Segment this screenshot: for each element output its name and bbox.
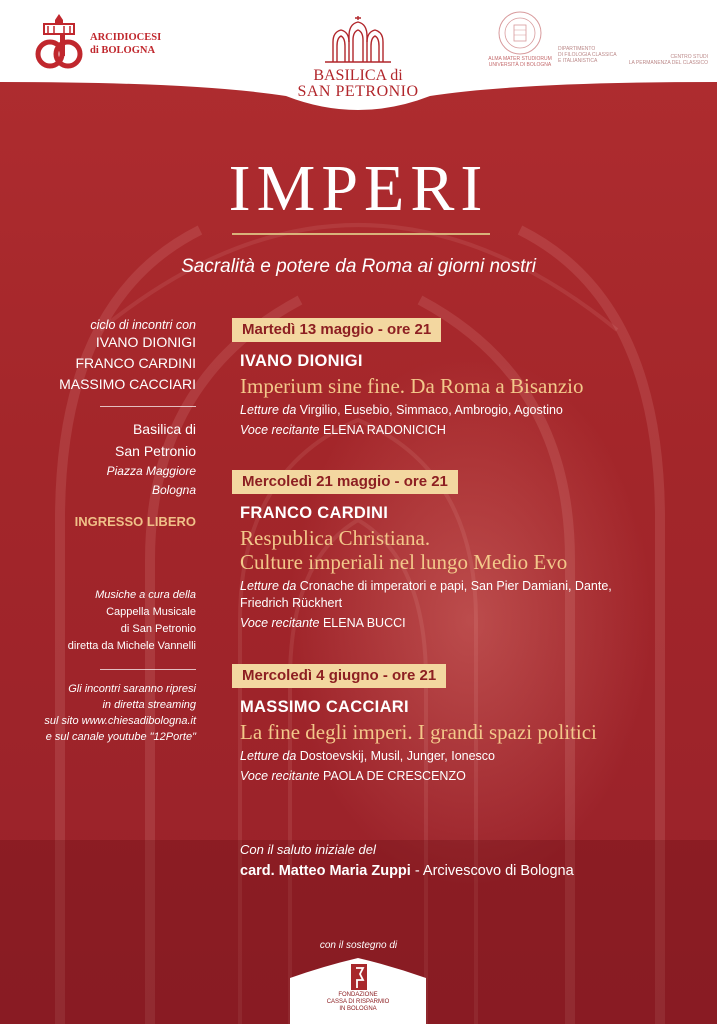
cycle-intro: ciclo di incontri con [90,318,196,332]
event-speaker: MASSIMO CACCIARI [240,698,409,716]
page-subtitle: Sacralità e potere da Roma ai giorni nostri [181,256,536,277]
readings-text: Cronache di imperatori e papi, San Pier Damiani, Dante, Friedrich Rückhert [240,579,612,610]
basilica-name-line1: BASILICA di [313,67,403,84]
stream-line-2: in diretta streaming [102,699,196,711]
voice-name: ELENA RADONICICH [322,423,446,437]
readings-label: Letture da [240,579,297,593]
department-line-3: E ITALIANISTICA [558,58,598,64]
venue-line-2: San Petronio [115,443,196,459]
page-title: IMPERI [228,152,489,225]
event-title-line-2: Culture imperiali nel lungo Medio Evo [240,550,568,574]
speaker-name: IVANO DIONIGI [95,334,196,350]
event-1 [232,318,702,437]
info-column [6,318,196,745]
department-logo [558,46,628,64]
fondazione-line-3: IN BOLOGNA [339,1006,377,1012]
greeting-role: - Arcivescovo di Bologna [410,863,574,879]
readings-text: Dostoevskij, Musil, Junger, Ionesco [299,749,496,763]
readings-text: Virgilio, Eusebio, Simmaco, Ambrogio, Agostino [299,403,563,417]
department-line-2: DI FILOLOGIA CLASSICA [558,52,617,58]
fondazione-flag-icon [347,962,369,992]
fondazione-line-2: CASSA DI RISPARMIO [326,999,390,1005]
greeting [240,842,574,879]
basilica-name-line2: SAN PETRONIO [297,83,419,100]
basilica-logo [288,14,428,112]
address-line-1: Piazza Maggiore [106,464,196,478]
university-caption-1: ALMA MATER STUDIORUM [488,56,552,62]
event-3 [232,664,702,783]
university-seal-icon [497,10,543,56]
centro-line-2: LA PERMANENZA DEL CLASSICO [628,60,708,66]
speaker-name: MASSIMO CACCIARI [59,376,196,392]
event-readings [240,578,640,612]
greeting-name: Matteo Maria Zuppi [278,863,411,879]
arcidiocesi-mark-icon [30,12,88,72]
info-divider [100,669,196,670]
title-divider [232,233,490,235]
arcidiocesi-name: ARCIDIOCESI [90,32,162,43]
voice-name: PAOLA DE CRESCENZO [322,769,466,783]
arcidiocesi-logo [30,12,200,74]
voice-label: Voce recitante [240,616,320,630]
venue-line-1: Basilica di [132,421,196,437]
streaming-note [6,681,196,745]
stream-line-4: e sul canale youtube "12Porte" [45,731,196,743]
music-credit [6,587,196,655]
event-title: Imperium sine fine. Da Roma a Bisanzio [240,374,584,398]
greeting-prefix: card. [240,863,275,879]
university-caption-2: UNIVERSITÀ DI BOLOGNA [488,62,552,68]
centro-line-1: CENTRO STUDI [670,54,708,60]
fondazione-logo [320,962,396,1013]
event-title-line-1: Respublica Christiana. [240,526,431,550]
fondazione-line-1: FONDAZIONE [338,992,378,998]
stream-line-1: Gli incontri saranno ripresi [68,683,196,695]
event-voice [240,616,702,630]
stream-line-3: sul sito www.chiesadibologna.it [44,715,196,727]
event-speaker: FRANCO CARDINI [240,504,389,522]
music-line-1: Musiche a cura della [95,589,196,601]
event-date: Mercoledì 21 maggio - ore 21 [232,470,458,494]
event-date: Mercoledì 4 giugno - ore 21 [232,664,446,688]
event-voice [240,423,702,437]
university-logo [485,10,555,72]
speaker-name: FRANCO CARDINI [75,355,196,371]
event-speaker: IVANO DIONIGI [240,352,363,370]
event-title: La fine degli imperi. I grandi spazi politici [240,720,597,744]
greeting-intro: Con il saluto iniziale del [240,842,376,857]
readings-label: Letture da [240,403,297,417]
event-readings [240,402,702,419]
support-label: con il sostegno di [319,940,398,951]
department-line-1: DIPARTIMENTO [558,46,596,52]
info-divider [100,406,196,407]
arcidiocesi-city: di BOLOGNA [90,45,156,56]
greeting-speaker [240,863,574,879]
centro-studi-logo [628,54,708,66]
voice-label: Voce recitante [240,769,320,783]
event-voice [240,769,702,783]
music-line-3: di San Petronio [120,623,196,635]
free-entry-label: INGRESSO LIBERO [74,514,196,529]
voice-name: ELENA BUCCI [322,616,406,630]
spacer [6,529,196,587]
basilica-facade-icon [319,14,397,64]
music-line-2: Cappella Musicale [106,606,196,618]
address-line-2: Bologna [151,483,196,497]
music-line-4: diretta da Michele Vannelli [67,640,196,652]
voice-label: Voce recitante [240,423,320,437]
event-readings [240,748,702,765]
event-date: Martedì 13 maggio - ore 21 [232,318,441,342]
event-2 [232,470,702,630]
readings-label: Letture da [240,749,297,763]
